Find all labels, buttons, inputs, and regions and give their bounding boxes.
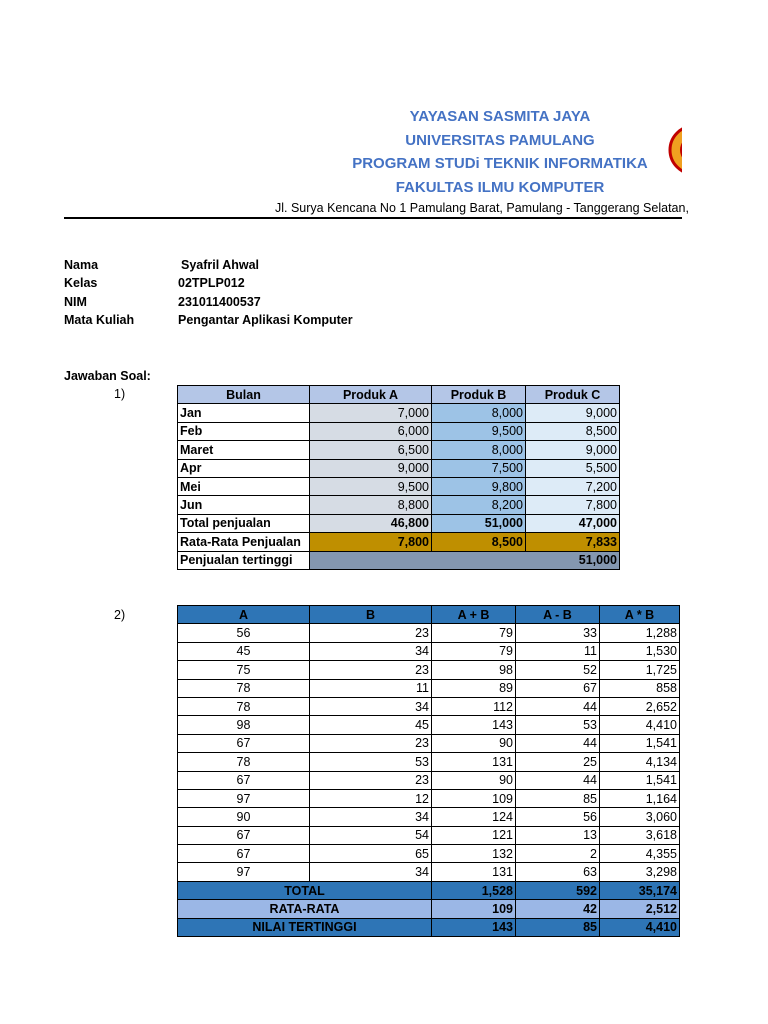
product-cell: 1,530 xyxy=(600,642,680,660)
header-produk-c: Produk C xyxy=(526,386,620,404)
difference-cell: 56 xyxy=(516,808,600,826)
sum-cell: 143 xyxy=(432,716,516,734)
table-row xyxy=(178,734,680,752)
header-faculty: FAKULTAS ILMU KOMPUTER xyxy=(395,179,605,196)
produk-b-cell: 8,000 xyxy=(432,404,526,422)
b-cell: 65 xyxy=(310,845,432,863)
address: Jl. Surya Kencana No 1 Pamulang Barat, Pamulang - Tanggerang Selatan, xyxy=(275,201,689,215)
arithmetic-header-row xyxy=(178,606,680,624)
product-cell: 4,410 xyxy=(600,716,680,734)
header-product: A * B xyxy=(600,606,680,624)
max-value: 51,000 xyxy=(310,551,620,569)
arithmetic-average-row xyxy=(178,900,680,918)
product-cell: 1,164 xyxy=(600,789,680,807)
table-row xyxy=(178,697,680,715)
total-label: TOTAL xyxy=(178,881,432,899)
total-label: Total penjualan xyxy=(178,514,310,532)
product-cell: 2,652 xyxy=(600,697,680,715)
produk-b-cell: 9,800 xyxy=(432,477,526,495)
sales-row xyxy=(178,441,620,459)
a-cell: 78 xyxy=(178,679,310,697)
produk-c-cell: 9,000 xyxy=(526,441,620,459)
sum-cell: 98 xyxy=(432,661,516,679)
b-cell: 34 xyxy=(310,808,432,826)
header-divider xyxy=(64,217,682,219)
header-difference: A - B xyxy=(516,606,600,624)
mata-kuliah-value: Pengantar Aplikasi Komputer xyxy=(178,313,353,327)
a-cell: 78 xyxy=(178,697,310,715)
average-label: Rata-Rata Penjualan xyxy=(178,533,310,551)
difference-cell: 11 xyxy=(516,642,600,660)
sum-cell: 79 xyxy=(432,624,516,642)
difference-cell: 67 xyxy=(516,679,600,697)
a-cell: 67 xyxy=(178,845,310,863)
produk-c-cell: 7,800 xyxy=(526,496,620,514)
difference-cell: 52 xyxy=(516,661,600,679)
nim-value: 231011400537 xyxy=(178,295,261,309)
header-program: PROGRAM STUDi TEKNIK INFORMATIKA xyxy=(352,155,648,172)
product-cell: 4,134 xyxy=(600,753,680,771)
a-cell: 67 xyxy=(178,826,310,844)
total-sum: 1,528 xyxy=(432,881,516,899)
difference-cell: 44 xyxy=(516,697,600,715)
nama-value: Syafril Ahwal xyxy=(181,258,260,272)
table-row xyxy=(178,679,680,697)
a-cell: 90 xyxy=(178,808,310,826)
kelas-value: 02TPLP012 xyxy=(178,276,245,290)
sum-cell: 90 xyxy=(432,771,516,789)
b-cell: 12 xyxy=(310,789,432,807)
answers-label: Jawaban Soal: xyxy=(64,369,151,383)
produk-c-cell: 5,500 xyxy=(526,459,620,477)
sales-header-row xyxy=(178,386,620,404)
table-row xyxy=(178,845,680,863)
average-produk-c: 7,833 xyxy=(526,533,620,551)
b-cell: 54 xyxy=(310,826,432,844)
product-cell: 858 xyxy=(600,679,680,697)
sales-table xyxy=(177,385,620,570)
average-label: RATA-RATA xyxy=(178,900,432,918)
sales-row xyxy=(178,459,620,477)
mata-kuliah-label: Mata Kuliah xyxy=(64,313,135,327)
product-cell: 1,541 xyxy=(600,734,680,752)
max-product: 4,410 xyxy=(600,918,680,936)
table-row xyxy=(178,771,680,789)
b-cell: 45 xyxy=(310,716,432,734)
sales-row xyxy=(178,477,620,495)
sum-cell: 131 xyxy=(432,753,516,771)
sum-cell: 124 xyxy=(432,808,516,826)
sum-cell: 121 xyxy=(432,826,516,844)
header-sum: A + B xyxy=(432,606,516,624)
table-row xyxy=(178,753,680,771)
a-cell: 78 xyxy=(178,753,310,771)
product-cell: 3,298 xyxy=(600,863,680,881)
sum-cell: 89 xyxy=(432,679,516,697)
month-cell: Jun xyxy=(178,496,310,514)
table-row xyxy=(178,789,680,807)
max-label: Penjualan tertinggi xyxy=(178,551,310,569)
table-row xyxy=(178,661,680,679)
b-cell: 23 xyxy=(310,771,432,789)
b-cell: 23 xyxy=(310,624,432,642)
produk-a-cell: 8,800 xyxy=(310,496,432,514)
b-cell: 23 xyxy=(310,734,432,752)
difference-cell: 53 xyxy=(516,716,600,734)
header-produk-b: Produk B xyxy=(432,386,526,404)
sum-cell: 109 xyxy=(432,789,516,807)
produk-b-cell: 9,500 xyxy=(432,422,526,440)
kelas-label: Kelas xyxy=(64,276,98,290)
produk-a-cell: 7,000 xyxy=(310,404,432,422)
max-difference: 85 xyxy=(516,918,600,936)
difference-cell: 13 xyxy=(516,826,600,844)
header-yayasan: YAYASAN SASMITA JAYA xyxy=(409,108,591,125)
produk-b-cell: 8,000 xyxy=(432,441,526,459)
a-cell: 97 xyxy=(178,863,310,881)
month-cell: Maret xyxy=(178,441,310,459)
sales-average-row xyxy=(178,533,620,551)
table-row xyxy=(178,624,680,642)
nim-label: NIM xyxy=(64,295,87,309)
total-product: 35,174 xyxy=(600,881,680,899)
produk-b-cell: 7,500 xyxy=(432,459,526,477)
a-cell: 45 xyxy=(178,642,310,660)
difference-cell: 85 xyxy=(516,789,600,807)
sum-cell: 132 xyxy=(432,845,516,863)
difference-cell: 33 xyxy=(516,624,600,642)
arithmetic-max-row xyxy=(178,918,680,936)
product-cell: 1,541 xyxy=(600,771,680,789)
b-cell: 53 xyxy=(310,753,432,771)
product-cell: 4,355 xyxy=(600,845,680,863)
a-cell: 67 xyxy=(178,771,310,789)
total-produk-c: 47,000 xyxy=(526,514,620,532)
header-a: A xyxy=(178,606,310,624)
table-row xyxy=(178,808,680,826)
table-row xyxy=(178,863,680,881)
header-bulan: Bulan xyxy=(178,386,310,404)
sales-row xyxy=(178,404,620,422)
question-2-number: 2) xyxy=(114,608,126,622)
nama-label: Nama xyxy=(64,258,99,272)
produk-a-cell: 6,500 xyxy=(310,441,432,459)
product-cell: 3,618 xyxy=(600,826,680,844)
sum-cell: 131 xyxy=(432,863,516,881)
sales-max-row xyxy=(178,551,620,569)
a-cell: 98 xyxy=(178,716,310,734)
max-sum: 143 xyxy=(432,918,516,936)
product-cell: 1,725 xyxy=(600,661,680,679)
table-row xyxy=(178,642,680,660)
average-produk-a: 7,800 xyxy=(310,533,432,551)
produk-b-cell: 8,200 xyxy=(432,496,526,514)
max-label: NILAI TERTINGGI xyxy=(178,918,432,936)
b-cell: 34 xyxy=(310,863,432,881)
arithmetic-table xyxy=(177,605,680,937)
produk-a-cell: 9,000 xyxy=(310,459,432,477)
sales-total-row xyxy=(178,514,620,532)
b-cell: 23 xyxy=(310,661,432,679)
average-difference: 42 xyxy=(516,900,600,918)
difference-cell: 44 xyxy=(516,734,600,752)
average-product: 2,512 xyxy=(600,900,680,918)
produk-c-cell: 8,500 xyxy=(526,422,620,440)
university-logo xyxy=(668,124,682,176)
product-cell: 1,288 xyxy=(600,624,680,642)
average-produk-b: 8,500 xyxy=(432,533,526,551)
produk-c-cell: 9,000 xyxy=(526,404,620,422)
b-cell: 34 xyxy=(310,697,432,715)
difference-cell: 2 xyxy=(516,845,600,863)
product-cell: 3,060 xyxy=(600,808,680,826)
month-cell: Jan xyxy=(178,404,310,422)
b-cell: 34 xyxy=(310,642,432,660)
arithmetic-total-row xyxy=(178,881,680,899)
month-cell: Feb xyxy=(178,422,310,440)
difference-cell: 63 xyxy=(516,863,600,881)
header-university: UNIVERSITAS PAMULANG xyxy=(405,132,595,149)
sum-cell: 79 xyxy=(432,642,516,660)
header-b: B xyxy=(310,606,432,624)
total-produk-b: 51,000 xyxy=(432,514,526,532)
total-difference: 592 xyxy=(516,881,600,899)
month-cell: Mei xyxy=(178,477,310,495)
a-cell: 75 xyxy=(178,661,310,679)
a-cell: 67 xyxy=(178,734,310,752)
sales-row xyxy=(178,496,620,514)
sales-row xyxy=(178,422,620,440)
sum-cell: 112 xyxy=(432,697,516,715)
total-produk-a: 46,800 xyxy=(310,514,432,532)
sum-cell: 90 xyxy=(432,734,516,752)
average-sum: 109 xyxy=(432,900,516,918)
difference-cell: 25 xyxy=(516,753,600,771)
b-cell: 11 xyxy=(310,679,432,697)
a-cell: 56 xyxy=(178,624,310,642)
a-cell: 97 xyxy=(178,789,310,807)
produk-a-cell: 9,500 xyxy=(310,477,432,495)
table-row xyxy=(178,826,680,844)
question-1-number: 1) xyxy=(114,387,126,401)
month-cell: Apr xyxy=(178,459,310,477)
table-row xyxy=(178,716,680,734)
difference-cell: 44 xyxy=(516,771,600,789)
produk-a-cell: 6,000 xyxy=(310,422,432,440)
produk-c-cell: 7,200 xyxy=(526,477,620,495)
header-produk-a: Produk A xyxy=(310,386,432,404)
